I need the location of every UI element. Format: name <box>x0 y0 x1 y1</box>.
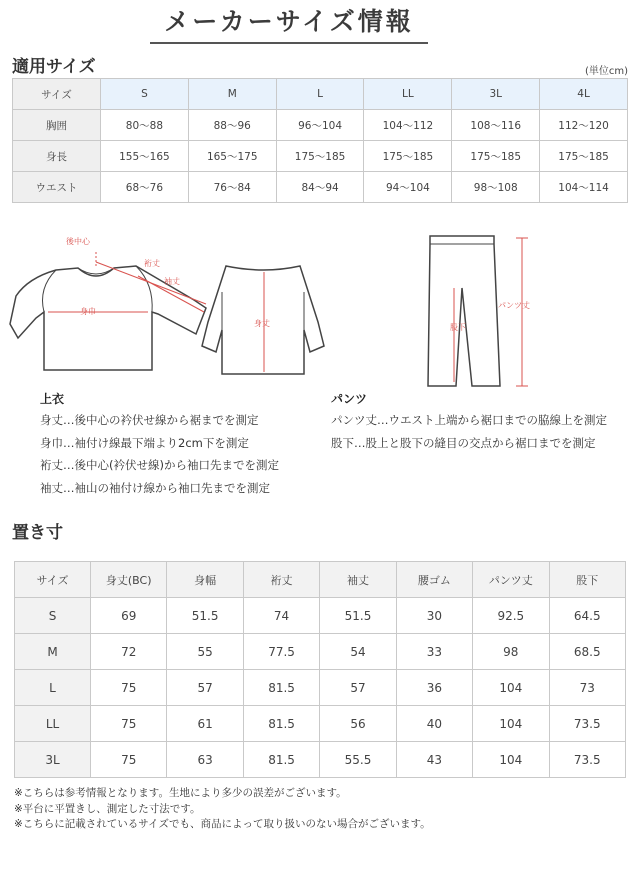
table-cell: 73 <box>549 670 625 706</box>
row-header-cell: S <box>15 598 91 634</box>
table-cell: 88〜96 <box>188 110 276 141</box>
measurements-heading: 置き寸 <box>12 523 63 543</box>
table-cell: 43 <box>396 742 472 778</box>
table-cell: 54 <box>320 634 396 670</box>
header-cell: サイズ <box>15 562 91 598</box>
table-header-row <box>15 562 626 598</box>
sode-label: 袖丈 <box>164 277 180 286</box>
table-cell: 175〜185 <box>540 141 628 172</box>
table-row <box>15 670 626 706</box>
table-cell: 40 <box>396 706 472 742</box>
header-cell: 股下 <box>549 562 625 598</box>
table-cell: 165〜175 <box>188 141 276 172</box>
inseam-label: 股下 <box>450 323 466 332</box>
pants-length-label: パンツ丈 <box>498 301 530 310</box>
table-cell: 84〜94 <box>276 172 364 203</box>
table-cell: 112〜120 <box>540 110 628 141</box>
table-cell: 77.5 <box>243 634 319 670</box>
description-line: パンツ丈…ウエスト上端から裾口までの脇線上を測定 <box>331 413 607 427</box>
table-row <box>13 110 628 141</box>
table-header-row <box>13 79 628 110</box>
table-row <box>15 742 626 778</box>
table-row <box>15 634 626 670</box>
header-cell: M <box>188 79 276 110</box>
table-cell: 92.5 <box>473 598 549 634</box>
table-cell: 80〜88 <box>101 110 189 141</box>
shirt-back-diagram <box>200 262 328 380</box>
table-cell: 104 <box>473 670 549 706</box>
table-row <box>13 141 628 172</box>
table-cell: 75 <box>91 706 167 742</box>
row-header-cell: LL <box>15 706 91 742</box>
table-cell: 104 <box>473 742 549 778</box>
description-line: 裄丈…後中心(衿伏せ線)から袖口先までを測定 <box>40 458 279 472</box>
table-cell: 51.5 <box>320 598 396 634</box>
table-row <box>13 172 628 203</box>
note-line: ※こちらは参考情報となります。生地により多少の誤差がございます。 <box>14 787 347 799</box>
table-cell: 175〜185 <box>276 141 364 172</box>
back-center-label: 後中心 <box>66 237 90 246</box>
mitake-label: 身丈 <box>254 319 270 328</box>
table-cell: 96〜104 <box>276 110 364 141</box>
applicable-size-heading: 適用サイズ <box>12 57 96 77</box>
table-cell: 104 <box>473 706 549 742</box>
table-cell: 57 <box>320 670 396 706</box>
table-cell: 64.5 <box>549 598 625 634</box>
table-cell: 81.5 <box>243 706 319 742</box>
table-cell: 68.5 <box>549 634 625 670</box>
applicable-size-table <box>12 78 628 203</box>
header-cell: サイズ <box>13 79 101 110</box>
table-cell: 94〜104 <box>364 172 452 203</box>
shirt-front-diagram <box>8 228 218 374</box>
table-cell: 104〜114 <box>540 172 628 203</box>
table-cell: 75 <box>91 670 167 706</box>
table-cell: 72 <box>91 634 167 670</box>
table-cell: 104〜112 <box>364 110 452 141</box>
table-cell: 68〜76 <box>101 172 189 203</box>
table-cell: 75 <box>91 742 167 778</box>
table-cell: 30 <box>396 598 472 634</box>
description-line: 股下…股上と股下の縫目の交点から裾口までを測定 <box>331 435 596 450</box>
page-title: メーカーサイズ情報 <box>150 4 428 44</box>
row-header-cell: 3L <box>15 742 91 778</box>
row-header-cell: ウエスト <box>13 172 101 203</box>
unit-label: (単位cm) <box>584 66 628 77</box>
table-cell: 51.5 <box>167 598 243 634</box>
top-garment-description <box>40 409 279 499</box>
table-cell: 73.5 <box>549 706 625 742</box>
table-cell: 63 <box>167 742 243 778</box>
table-cell: 98〜108 <box>452 172 540 203</box>
table-cell: 56 <box>320 706 396 742</box>
header-cell: 身丈(BC) <box>91 562 167 598</box>
header-cell: 裄丈 <box>243 562 319 598</box>
notes <box>14 786 431 833</box>
description-line: 身丈…後中心の衿伏せ線から裾までを測定 <box>40 413 259 427</box>
header-cell: パンツ丈 <box>473 562 549 598</box>
description-line: 袖丈…袖山の袖付け線から袖口先までを測定 <box>40 480 270 495</box>
row-header-cell: 胸囲 <box>13 110 101 141</box>
pants-title: パンツ <box>331 392 368 406</box>
header-cell: 3L <box>452 79 540 110</box>
table-cell: 98 <box>473 634 549 670</box>
table-cell: 76〜84 <box>188 172 276 203</box>
note-line: ※平台に平置きし、測定した寸法です。 <box>14 802 201 815</box>
pants-diagram <box>410 232 540 392</box>
row-header-cell: L <box>15 670 91 706</box>
row-header-cell: M <box>15 634 91 670</box>
table-cell: 69 <box>91 598 167 634</box>
header-cell: S <box>101 79 189 110</box>
table-cell: 55.5 <box>320 742 396 778</box>
table-cell: 81.5 <box>243 670 319 706</box>
header-cell: 身幅 <box>167 562 243 598</box>
mihaba-label: 身巾 <box>80 307 96 316</box>
pants-description <box>331 409 607 454</box>
table-cell: 73.5 <box>549 742 625 778</box>
table-row <box>15 598 626 634</box>
table-cell: 55 <box>167 634 243 670</box>
header-cell: 腰ゴム <box>396 562 472 598</box>
row-header-cell: 身長 <box>13 141 101 172</box>
table-cell: 175〜185 <box>364 141 452 172</box>
table-cell: 155〜165 <box>101 141 189 172</box>
top-garment-title: 上衣 <box>40 392 65 406</box>
header-cell: 4L <box>540 79 628 110</box>
table-row <box>15 706 626 742</box>
header-cell: 袖丈 <box>320 562 396 598</box>
note-line: ※こちらに記載されているサイズでも、商品によって取り扱いのない場合がございます。 <box>14 818 431 830</box>
table-cell: 175〜185 <box>452 141 540 172</box>
header-cell: L <box>276 79 364 110</box>
table-cell: 74 <box>243 598 319 634</box>
table-cell: 57 <box>167 670 243 706</box>
measurements-table <box>14 561 626 778</box>
table-cell: 81.5 <box>243 742 319 778</box>
header-cell: LL <box>364 79 452 110</box>
description-line: 身巾…袖付け線最下端より2cm下を測定 <box>40 435 249 450</box>
table-cell: 36 <box>396 670 472 706</box>
table-cell: 33 <box>396 634 472 670</box>
table-cell: 108〜116 <box>452 110 540 141</box>
table-cell: 61 <box>167 706 243 742</box>
yuki-label: 裄丈 <box>144 259 160 268</box>
